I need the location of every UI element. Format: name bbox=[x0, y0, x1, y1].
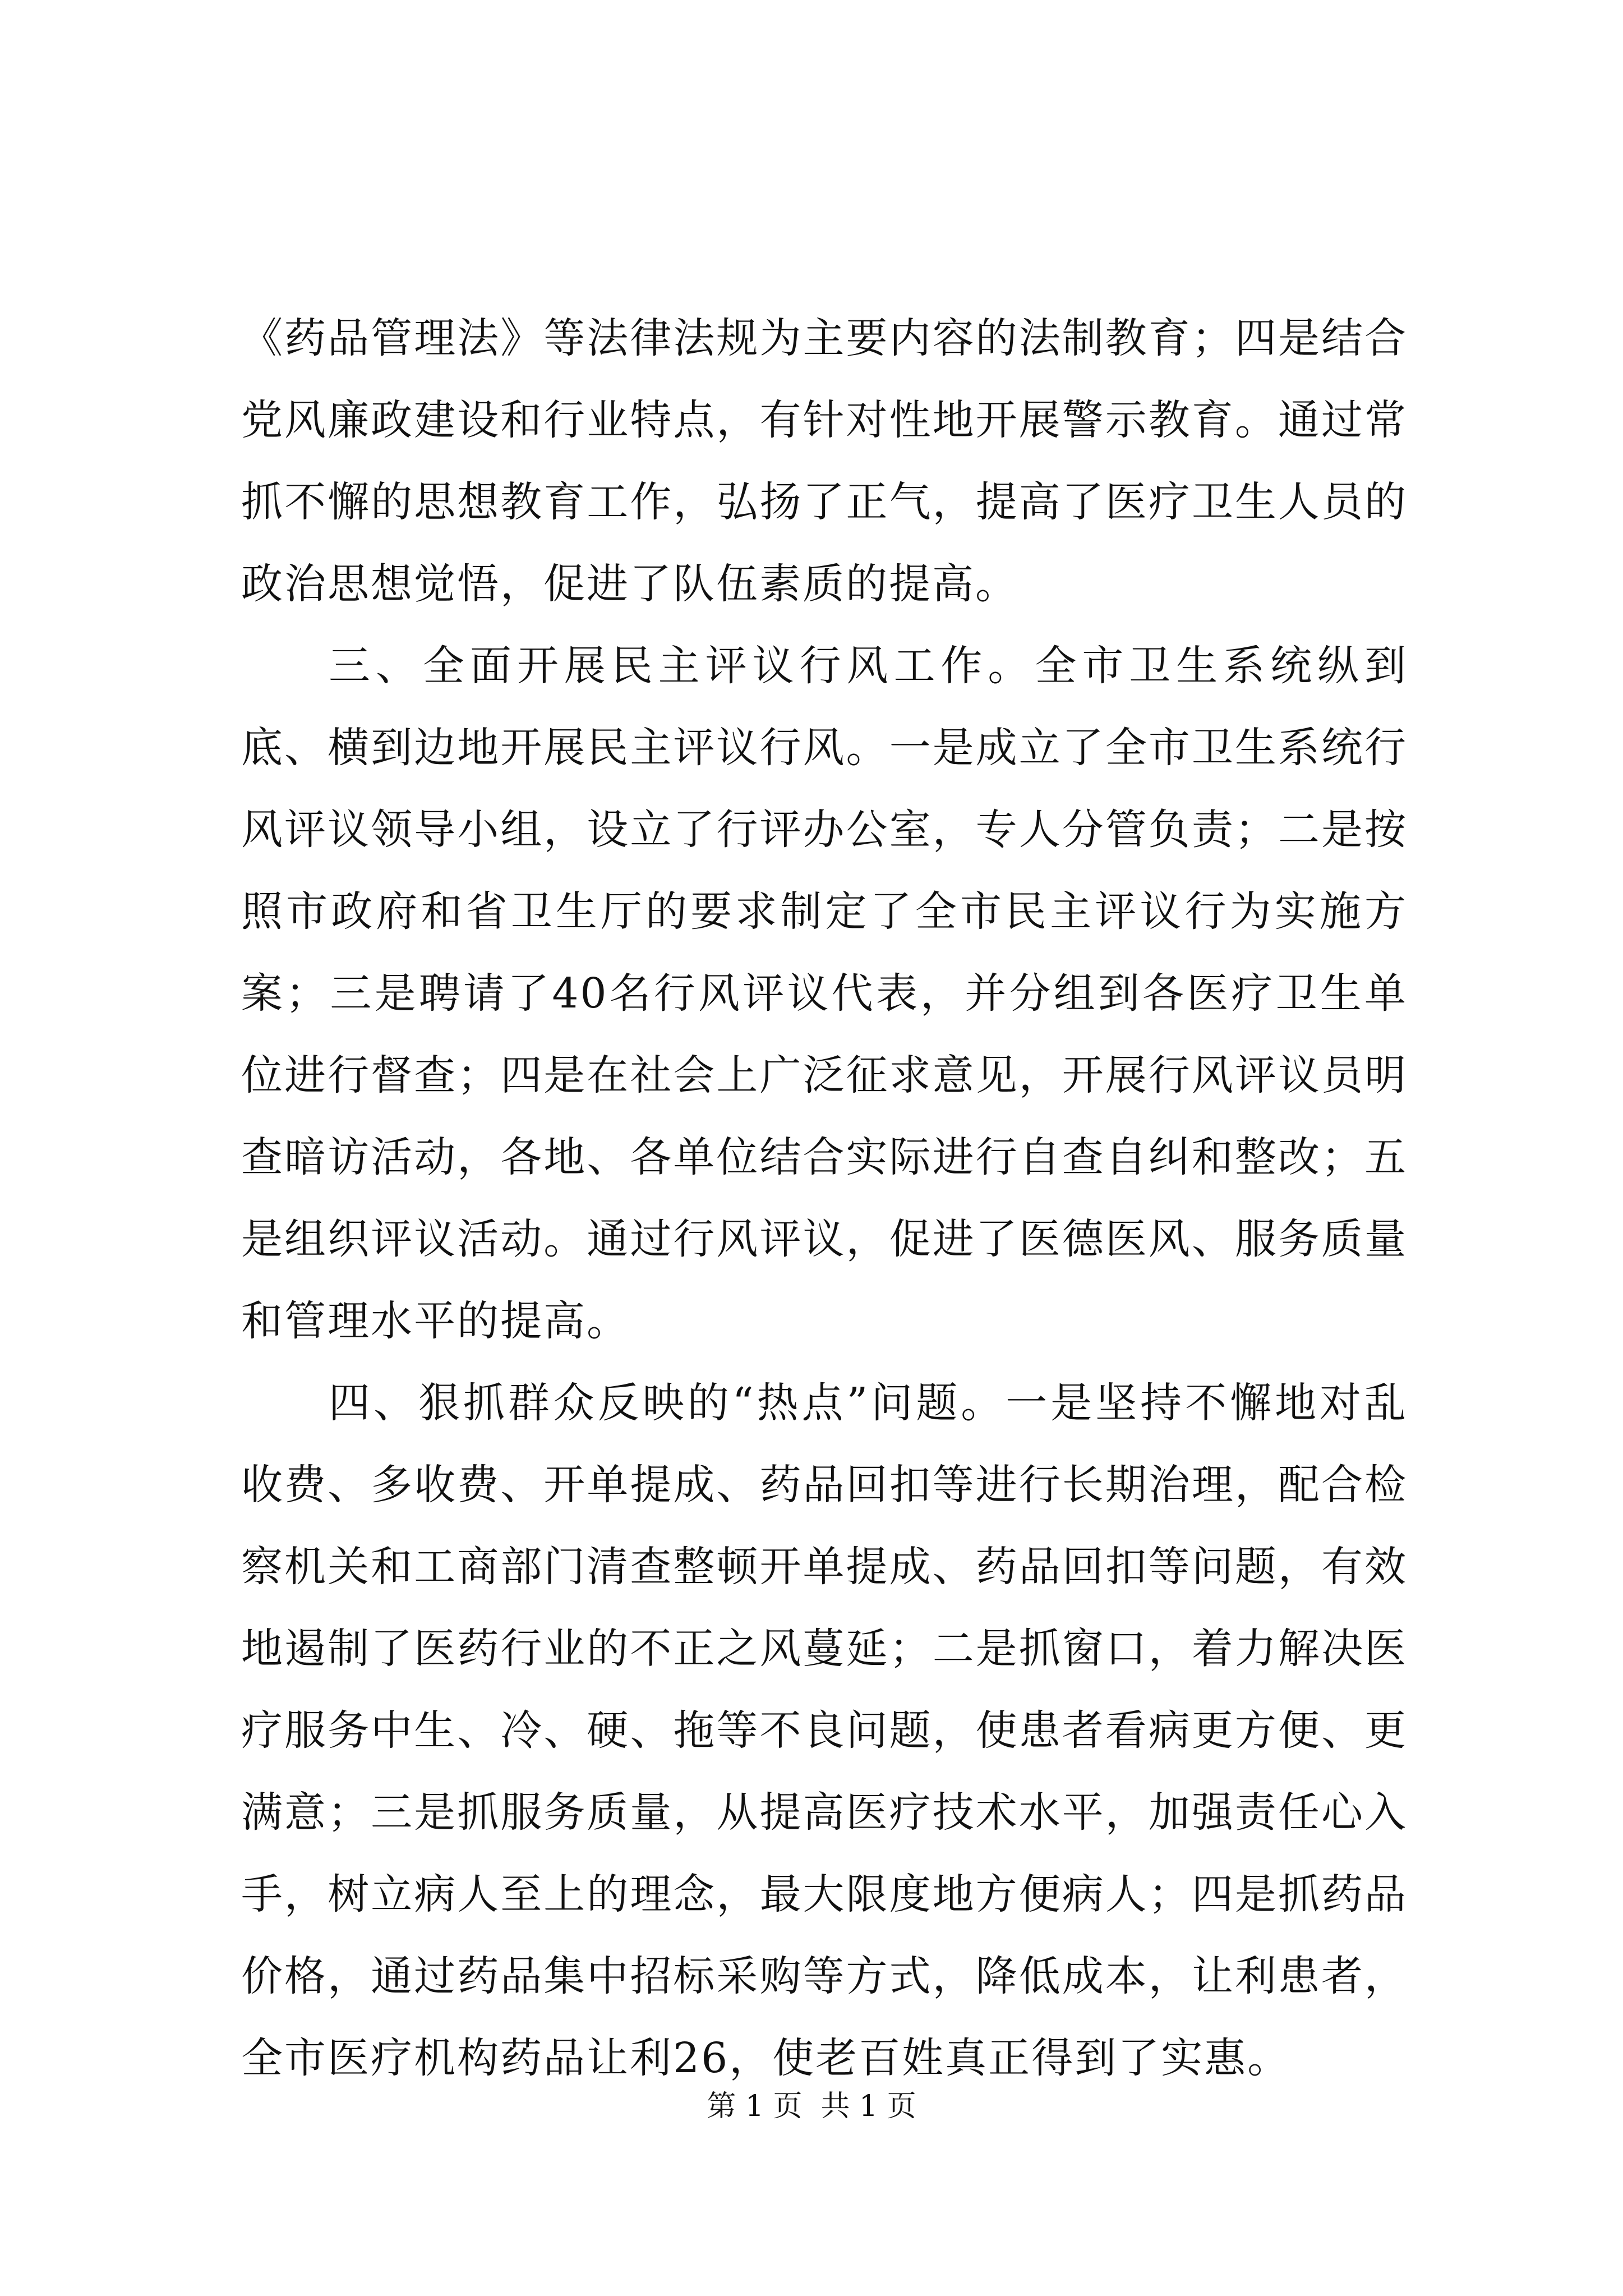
document-body bbox=[241, 297, 1408, 2099]
paragraph-1: 《药品管理法》等法律法规为主要内容的法制教育；四是结合党风廉政建设和行业特点，有针对性地开展警示教育。通过常抓不懈的思想教育工作，弘扬了正气，提高了医疗卫生人员的政治思想觉悟，促进了队伍素质的提高。 bbox=[241, 314, 1408, 608]
page-number-label: 第 1 页 共 1 页 bbox=[707, 2090, 916, 2123]
paragraph-3: 四、狠抓群众反映的“热点”问题。一是坚持不懈地对乱收费、多收费、开单提成、药品回扣等进行长期治理，配合检察机关和工商部门清查整顿开单提成、药品回扣等问题，有效地遏制了医药行业的不正之风蔓延；二是抓窗口，着力解决医疗服务中生、冷、硬、拖等不良问题，使患者看病更方便、更满意；三是抓服务质量，从提高医疗技术水平，加强责任心入手，树立病人至上的理念，最大限度地方便病人；四是抓药品价格，通过药品集中招标采购等方式，降低成本，让利患者，全市医疗机构药品让利26，使老百姓真正得到了实惠。 bbox=[241, 1379, 1408, 2082]
paragraph-2: 三、全面开展民主评议行风工作。全市卫生系统纵到底、横到边地开展民主评议行风。一是成立了全市卫生系统行风评议领导小组，设立了行评办公室，专人分管负责；二是按照市政府和省卫生厅的要求制定了全市民主评议行为实施方案；三是聘请了40名行风评议代表，并分组到各医疗卫生单位进行督查；四是在社会上广泛征求意见，开展行风评议员明查暗访活动，各地、各单位结合实际进行自查自纠和整改；五是组织评议活动。通过行风评议，促进了医德医风、服务质量和管理水平的提高。 bbox=[241, 642, 1408, 1345]
page-footer bbox=[0, 2087, 1623, 2126]
